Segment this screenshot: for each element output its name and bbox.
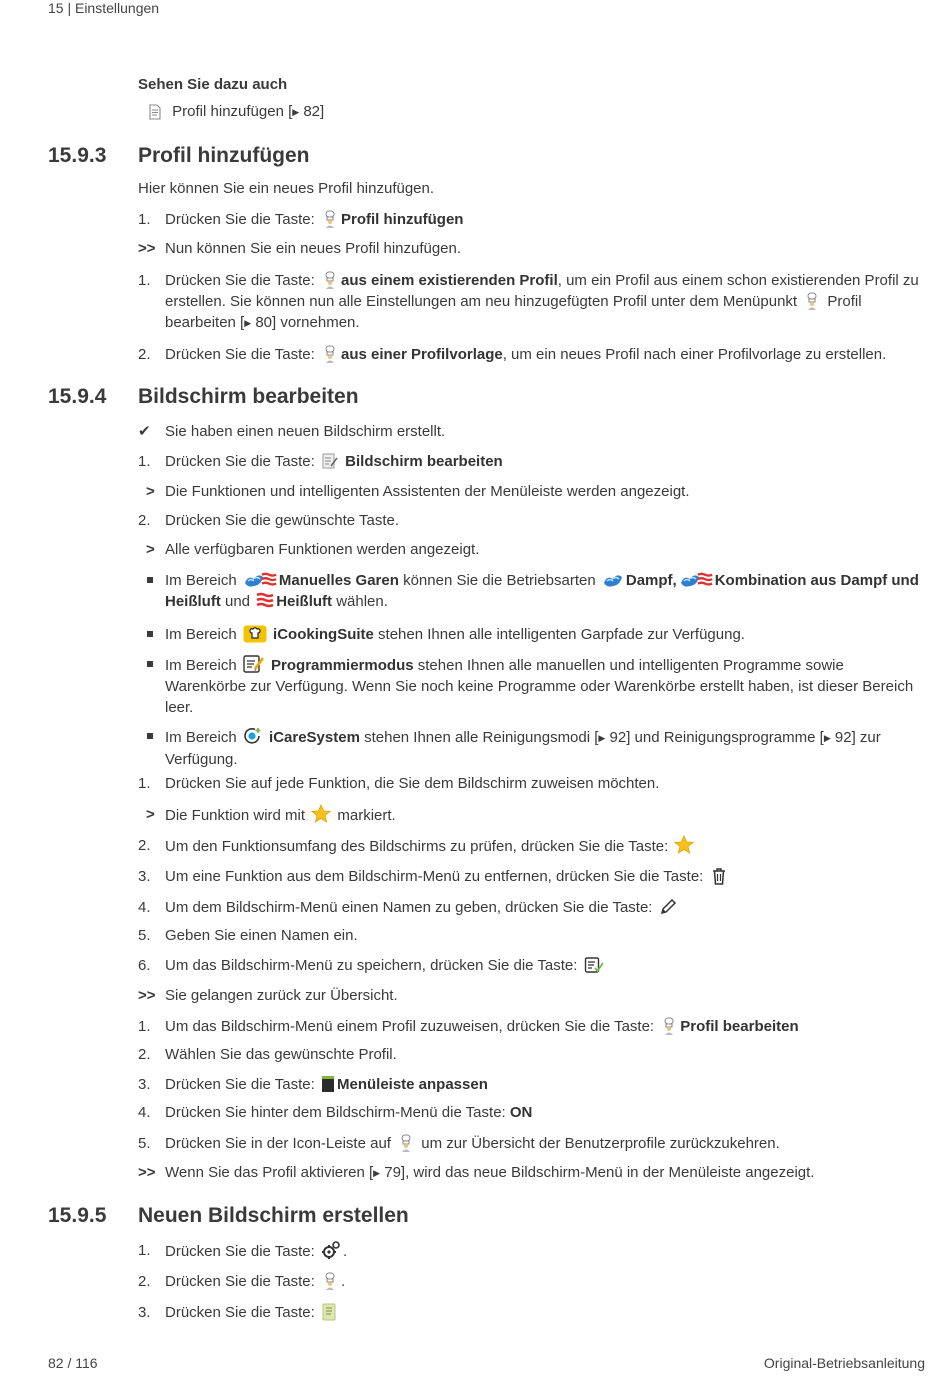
chef-edit-icon [397, 1134, 415, 1152]
step-number: 4. [138, 899, 151, 916]
step-dot: . [340, 1273, 346, 1290]
step-press-key [138, 510, 926, 531]
chef-template-icon [321, 345, 339, 363]
check-icon: ✔ [138, 423, 151, 440]
bullet-text: können Sie die Betriebsarten [398, 572, 600, 589]
page-ref-arrow-icon: ▶ [292, 107, 300, 117]
step-text: Drücken Sie die gewünschte Taste. [165, 512, 400, 529]
step-bold: Profil bearbeiten [680, 1018, 799, 1035]
result-marker: >> [138, 987, 156, 1004]
star-icon [311, 804, 331, 824]
bullet-bold: Dampf [625, 572, 673, 589]
step-bold: Menüleiste anpassen [336, 1076, 488, 1093]
sub-result-marker: > [146, 483, 155, 500]
step-number: 1. [138, 211, 151, 228]
see-also-link-text: Profil hinzufügen [ [172, 103, 293, 120]
bullet-bold: Heißluft [276, 593, 333, 610]
bullet-text: Im Bereich [165, 657, 241, 674]
result-marker: >> [138, 1164, 156, 1181]
step-settings [138, 1240, 926, 1262]
step-existing-profile [138, 270, 926, 334]
step-save [138, 955, 926, 976]
step-number: 6. [138, 957, 151, 974]
icaresystem-icon [243, 726, 263, 746]
step-text: Drücken Sie die Taste: [165, 1243, 319, 1260]
step-result [138, 1162, 926, 1184]
gears-icon [321, 1240, 341, 1260]
sub-result-marker: > [146, 806, 155, 823]
result-text: Wenn Sie das Profil aktivieren [ [165, 1164, 374, 1181]
step-bold: Bildschirm bearbeiten [345, 453, 503, 470]
step-customize-menubar [138, 1074, 926, 1095]
step-profile [138, 1271, 926, 1292]
step-result [138, 985, 926, 1006]
bullet-text: 92] zur Verfügung. [165, 729, 881, 768]
step-number: 5. [138, 1135, 151, 1152]
step-text-cont: , um ein neues Profil nach einer Profilvorlage zu erstellen. [502, 346, 887, 363]
section-heading-1594 [48, 385, 359, 409]
step-bold: aus einem existierenden Profil [340, 272, 558, 289]
bullet-comma: , [672, 572, 677, 589]
step-text: Drücken Sie in der Icon-Leiste auf [165, 1135, 396, 1152]
result-text: 79], wird das neue Bildschirm-Menü in der Menüleiste angezeigt. [380, 1164, 815, 1181]
step-number: 2. [138, 837, 151, 854]
bullet-text: Im Bereich [165, 572, 241, 589]
step-text: um zur Übersicht der Benutzerprofile zurückzukehren. [417, 1135, 780, 1152]
step-remove-function [138, 866, 926, 887]
page-header: 15 | Einstellungen [48, 0, 160, 16]
section-title: Bildschirm bearbeiten [138, 385, 359, 408]
step-text: Drücken Sie die Taste: [165, 1273, 319, 1290]
sub-result [138, 804, 926, 826]
section-number: 15.9.5 [48, 1204, 107, 1227]
step-text-cont: , um ein Profil aus einem schon existierenden Profil zu erstellen. Sie können nun alle Einstellungen am neu hinzugefügten Profil unter dem Menüpunkt [165, 272, 919, 310]
step-result [138, 238, 926, 259]
step-bold: Profil hinzufügen [340, 211, 464, 228]
result-text: Sie gelangen zurück zur Übersicht. [165, 987, 398, 1004]
step-enter-name [138, 925, 926, 946]
sub-result-text: Alle verfügbaren Funktionen werden angezeigt. [165, 541, 480, 558]
result-text: Nun können Sie ein neues Profil hinzufügen. [165, 240, 462, 257]
step-page-ref: 80] vornehmen. [251, 314, 360, 331]
bullet-text: stehen Ihnen alle Reinigungsmodi [ [359, 729, 599, 746]
bullet-text: und [220, 593, 255, 610]
precondition-text: Sie haben einen neuen Bildschirm erstellt. [165, 423, 446, 440]
menubar-icon [321, 1075, 335, 1093]
step-text: Um das Bildschirm-Menü einem Profil zuzuweisen, drücken Sie die Taste: [165, 1018, 659, 1035]
see-also-title: Sehen Sie dazu auch [138, 76, 288, 93]
step-bold: aus einer Profilvorlage [340, 346, 503, 363]
bullet-bold: Manuelles Garen [278, 572, 399, 589]
step-number: 1. [138, 1018, 151, 1035]
step-text: Drücken Sie die Taste: [165, 346, 319, 363]
step-text: Drücken Sie auf jede Funktion, die Sie dem Bildschirm zuweisen möchten. [165, 775, 660, 792]
step-dot: . [342, 1243, 348, 1260]
bullet-programming-mode [138, 654, 926, 718]
edit-screen-icon [321, 452, 339, 470]
step-text: Um dem Bildschirm-Menü einen Namen zu geben, drücken Sie die Taste: [165, 899, 657, 916]
chef-edit-icon [660, 1017, 678, 1035]
step-profile-template [138, 344, 926, 365]
section-title: Neuen Bildschirm erstellen [138, 1204, 409, 1227]
bullet-text: Im Bereich [165, 729, 241, 746]
step-toggle-on [138, 1102, 926, 1123]
bullet-bold: iCookingSuite [273, 626, 374, 643]
sub-result-text: markiert. [333, 807, 396, 824]
sub-result [138, 539, 926, 560]
page-ref-arrow-icon: ▶ [373, 1168, 381, 1178]
bullet-square [147, 631, 153, 637]
see-also-link[interactable] [146, 103, 324, 120]
star-icon [674, 835, 694, 855]
intro-text: Hier können Sie ein neues Profil hinzufügen. [138, 180, 435, 197]
programming-mode-icon [243, 654, 265, 674]
step-number: 3. [138, 868, 151, 885]
step-number: 1. [138, 453, 151, 470]
section-heading-1593 [48, 144, 309, 168]
bullet-square [147, 733, 153, 739]
section-number: 15.9.4 [48, 385, 107, 408]
bullet-text: wählen. [332, 593, 388, 610]
save-list-icon [584, 956, 604, 974]
step-text: Drücken Sie die Taste: [165, 1304, 319, 1321]
section-number: 15.9.3 [48, 144, 107, 167]
section-intro [138, 178, 926, 199]
step-text: Um eine Funktion aus dem Bildschirm-Menü zu entfernen, drücken Sie die Taste: [165, 868, 708, 885]
step-select-functions [138, 773, 926, 794]
chef-profile-icon [321, 210, 339, 228]
hot-air-icon [256, 592, 274, 610]
section-heading-1595 [48, 1204, 409, 1228]
step-number: 2. [138, 1046, 151, 1063]
step-number: 3. [138, 1076, 151, 1093]
step-check-scope [138, 835, 926, 857]
bullet-square [147, 577, 153, 583]
bullet-bold: Kombination aus Dampf und Heißluft [165, 572, 919, 610]
step-number: 1. [138, 1242, 151, 1259]
sub-result-marker: > [146, 541, 155, 558]
bullet-bold: iCareSystem [269, 729, 360, 746]
pencil-icon [659, 898, 677, 916]
step-screen [138, 1302, 926, 1323]
step-number: 5. [138, 927, 151, 944]
step-number: 3. [138, 1304, 151, 1321]
step-number: 1. [138, 775, 151, 792]
chef-edit-icon [803, 292, 821, 310]
step-rename [138, 897, 926, 918]
step-assign-profile [138, 1016, 926, 1037]
icookingsuite-icon [243, 625, 267, 643]
step-choose-profile [138, 1044, 926, 1065]
result-marker: >> [138, 240, 156, 257]
step-number: 2. [138, 1273, 151, 1290]
step-number: 4. [138, 1104, 151, 1121]
screen-menu-icon [321, 1303, 337, 1321]
chef-copy-icon [321, 271, 339, 289]
step-text: Um den Funktionsumfang des Bildschirms zu prüfen, drücken Sie die Taste: [165, 838, 673, 855]
page-ref-arrow-icon: ▶ [598, 733, 606, 743]
step-number: 2. [138, 512, 151, 529]
step-text: Drücken Sie die Taste: [165, 211, 319, 228]
precondition [138, 421, 926, 442]
sub-result [138, 481, 926, 502]
bullet-icaresystem [138, 726, 926, 770]
step-text-cont2: Profil bearbeiten [ [165, 293, 862, 331]
bullet-text: 92] und Reinigungsprogramme [ [605, 729, 824, 746]
bullet-text: stehen Ihnen alle manuellen und intelligenten Programme sowie Warenkörbe zur Verfügung. Wenn Sie noch keine Programme oder Warenkörbe erstellt haben, ist dieser Bereich leer. [165, 657, 914, 716]
step-text: Wählen Sie das gewünschte Profil. [165, 1046, 397, 1063]
document-title: Original-Betriebsanleitung [763, 1355, 925, 1371]
page-number: 82 / 116 [48, 1355, 98, 1371]
steam-icon [602, 571, 624, 589]
step-edit-screen [138, 451, 926, 472]
chef-profile-icon [321, 1272, 339, 1290]
step-text: Drücken Sie hinter dem Bildschirm-Menü die Taste: [165, 1104, 510, 1121]
step-return-overview [138, 1133, 926, 1154]
step-text: Drücken Sie die Taste: [165, 453, 319, 470]
sub-result-text: Die Funktion wird mit [165, 807, 310, 824]
section-title: Profil hinzufügen [138, 144, 310, 167]
bullet-icookingsuite [138, 624, 926, 645]
bullet-text: stehen Ihnen alle intelligenten Garpfade zur Verfügung. [373, 626, 745, 643]
combi-steam-heat-icon [243, 571, 277, 589]
step-add-profile [138, 209, 926, 230]
step-bold: ON [509, 1104, 533, 1121]
page-ref-arrow-icon: ▶ [823, 733, 831, 743]
step-number: 2. [138, 346, 151, 363]
trash-icon [710, 867, 728, 885]
combi-steam-heat-icon [679, 571, 713, 589]
step-text: Drücken Sie die Taste: [165, 1076, 319, 1093]
sub-result-text: Die Funktionen und intelligenten Assistenten der Menüleiste werden angezeigt. [165, 483, 690, 500]
document-icon [148, 104, 162, 120]
bullet-square [147, 661, 153, 667]
see-also-link-page: 82] [299, 103, 325, 120]
bullet-text: Im Bereich [165, 626, 241, 643]
bullet-manual-cooking [138, 570, 926, 612]
page-ref-arrow-icon: ▶ [244, 318, 252, 328]
step-text: Um das Bildschirm-Menü zu speichern, drücken Sie die Taste: [165, 957, 582, 974]
step-text: Geben Sie einen Namen ein. [165, 927, 358, 944]
step-text: Drücken Sie die Taste: [165, 272, 319, 289]
bullet-bold: Programmiermodus [271, 657, 414, 674]
step-number: 1. [138, 272, 151, 289]
